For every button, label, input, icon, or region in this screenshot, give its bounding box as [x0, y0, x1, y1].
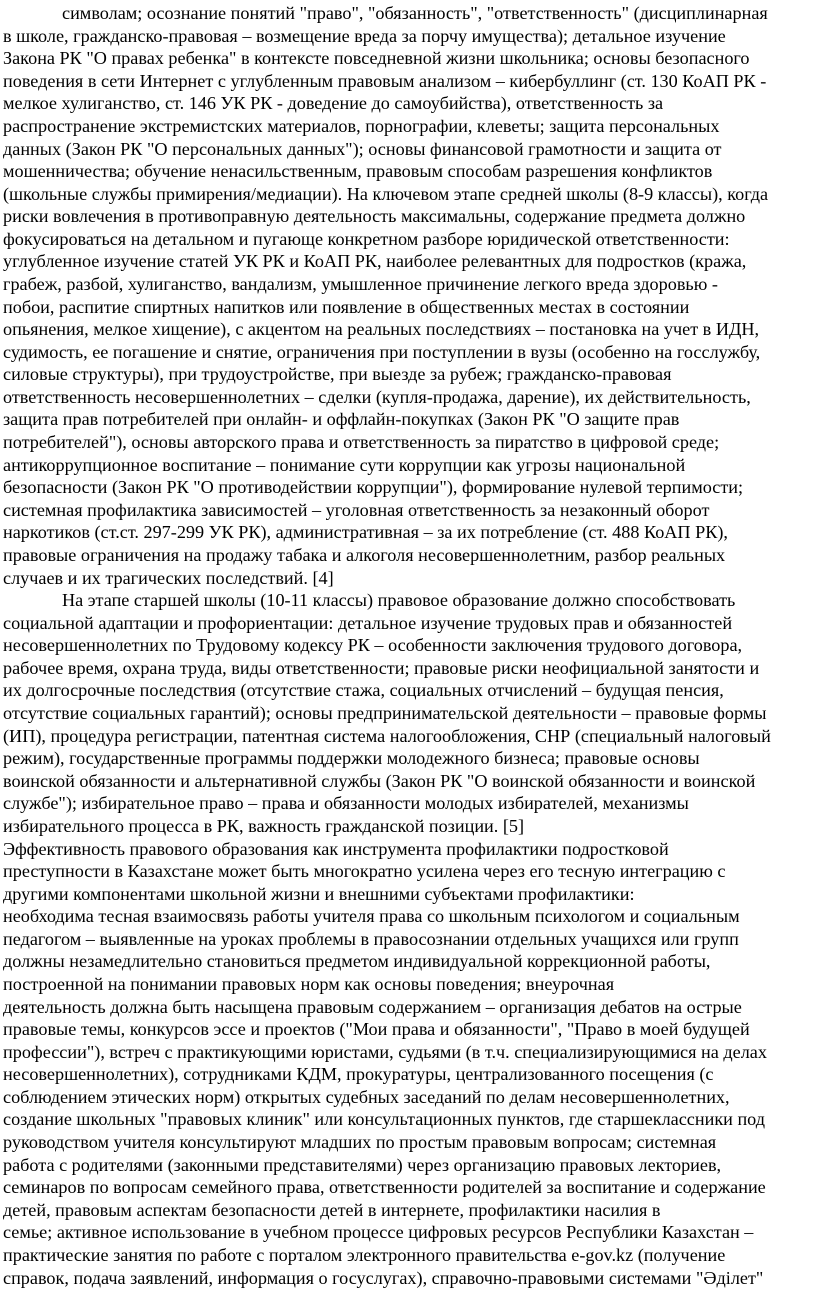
text-line: На этапе старшей школы (10-11 классы) правовое образование должно способствовать — [62, 589, 813, 612]
text-line: Эффективность правового образования как инструмента профилактики подростковой — [3, 838, 813, 861]
text-line: поведения в сети Интернет с углубленным правовым анализом – кибербуллинг (ст. 130 КоАП РК - — [3, 70, 813, 93]
text-line: риски вовлечения в противоправную деятельность максимальны, содержание предмета должно — [3, 205, 813, 228]
text-line: (ИП), процедура регистрации, патентная система налогообложения, СНР (специальный налоговый — [3, 725, 813, 748]
text-line: преступности в Казахстане может быть многократно усилена через его тесную интеграцию с — [3, 860, 813, 883]
text-line: работа с родителями (законными представителями) через организацию правовых лекториев, — [3, 1154, 813, 1177]
text-line: ответственность несовершеннолетних – сделки (купля-продажа, дарение), их действительность, — [3, 386, 813, 409]
text-line: правовые ограничения на продажу табака и алкоголя несовершеннолетним, разбор реальных — [3, 544, 813, 567]
text-line: безопасности (Закон РК "О противодействии коррупции"), формирование нулевой терпимости; — [3, 476, 813, 499]
text-line: мелкое хулиганство, ст. 146 УК РК - доведение до самоубийства), ответственность за — [3, 92, 813, 115]
text-line: службе"); избирательное право – права и обязанности молодых избирателей, механизмы — [3, 792, 813, 815]
text-line: в школе, гражданско-правовая – возмещение вреда за порчу имущества); детальное изучение — [3, 25, 813, 48]
text-line: практические занятия по работе с порталом электронного правительства e-gov.kz (получение — [3, 1244, 813, 1267]
text-line: символам; осознание понятий "право", "обязанность", "ответственность" (дисциплинарная — [62, 2, 813, 25]
text-line: опьянения, мелкое хищение), с акцентом на реальных последствиях – постановка на учет в ИДН, — [3, 318, 813, 341]
text-line: их долгосрочные последствия (отсутствие стажа, социальных отчислений – будущая пенсия, — [3, 679, 813, 702]
text-line: побои, распитие спиртных напитков или появление в общественных местах в состоянии — [3, 296, 813, 319]
text-line: мошенничества; обучение ненасильственным, правовым способам разрешения конфликтов — [3, 160, 813, 183]
text-line: соблюдением этических норм) открытых судебных заседаний по делам несовершеннолетних, — [3, 1086, 813, 1109]
text-line: несовершеннолетних), сотрудниками КДМ, прокуратуры, централизованного посещения (с — [3, 1063, 813, 1086]
text-line: рабочее время, охрана труда, виды ответственности; правовые риски неофициальной занятости и — [3, 657, 813, 680]
text-line: данных (Закон РК "О персональных данных"); основы финансовой грамотности и защита от — [3, 138, 813, 161]
text-line: отсутствие социальных гарантий); основы предпринимательской деятельности – правовые формы — [3, 702, 813, 725]
text-line: грабеж, разбой, хулиганство, вандализм, умышленное причинение легкого вреда здоровью - — [3, 273, 813, 296]
text-line: системная профилактика зависимостей – уголовная ответственность за незаконный оборот — [3, 499, 813, 522]
text-line: педагогом – выявленные на уроках проблемы в правосознании отдельных учащихся или групп — [3, 928, 813, 951]
text-line: справок, подача заявлений, информация о госуслугах), справочно-правовыми системами "Әділет" — [3, 1267, 813, 1289]
text-line: судимость, ее погашение и снятие, ограничения при поступлении в вузы (особенно на госслужбу, — [3, 341, 813, 364]
text-line: режим), государственные программы поддержки молодежного бизнеса; правовые основы — [3, 747, 813, 770]
text-line: правовые темы, конкурсов эссе и проектов ("Мои права и обязанности", "Право в моей будущей — [3, 1018, 813, 1041]
text-line: построенной на понимании правовых норм как основы поведения; внеурочная — [3, 973, 813, 996]
text-line: необходима тесная взаимосвязь работы учителя права со школьным психологом и социальным — [3, 905, 813, 928]
text-line: избирательного процесса в РК, важность гражданской позиции. [5] — [3, 815, 813, 838]
text-line: несовершеннолетних по Трудовому кодексу РК – особенности заключения трудового договора, — [3, 634, 813, 657]
text-line: фокусироваться на детальном и пугающе конкретном разборе юридической ответственности: — [3, 228, 813, 251]
text-line: защита прав потребителей при онлайн- и оффлайн-покупках (Закон РК "О защите прав — [3, 408, 813, 431]
text-line: Закона РК "О правах ребенка" в контексте повседневной жизни школьника; основы безопасного — [3, 47, 813, 70]
text-line: семье; активное использование в учебном процессе цифровых ресурсов Республики Казахстан – — [3, 1221, 813, 1244]
text-line: (школьные службы примирения/медиации). На ключевом этапе средней школы (8-9 классы), когда — [3, 183, 813, 206]
text-line: должны незамедлительно становиться предметом индивидуальной коррекционной работы, — [3, 950, 813, 973]
text-line: распространение экстремистских материалов, порнографии, клеветы; защита персональных — [3, 115, 813, 138]
text-line: случаев и их трагических последствий. [4] — [3, 567, 813, 590]
text-line: семинаров по вопросам семейного права, ответственности родителей за воспитание и содержание — [3, 1176, 813, 1199]
text-line: профессии"), встреч с практикующими юристами, судьями (в т.ч. специализирующимися на делах — [3, 1041, 813, 1064]
text-line: социальной адаптации и профориентации: детальное изучение трудовых прав и обязанностей — [3, 612, 813, 635]
text-line: другими компонентами школьной жизни и внешними субъектами профилактики: — [3, 883, 813, 906]
text-line: углубленное изучение статей УК РК и КоАП РК, наиболее релевантных для подростков (кража, — [3, 250, 813, 273]
text-line: создание школьных "правовых клиник" или консультационных пунктов, где старшеклассники под — [3, 1108, 813, 1131]
text-line: детей, правовым аспектам безопасности детей в интернете, профилактики насилия в — [3, 1199, 813, 1222]
text-line: деятельность должна быть насыщена правовым содержанием – организация дебатов на острые — [3, 996, 813, 1019]
text-line: наркотиков (ст.ст. 297-299 УК РК), административная – за их потребление (ст. 488 КоАП РК), — [3, 521, 813, 544]
text-line: потребителей"), основы авторского права и ответственность за пиратство в цифровой среде; — [3, 431, 813, 454]
text-line: силовые структуры), при трудоустройстве, при выезде за рубеж; гражданско-правовая — [3, 363, 813, 386]
text-line: антикоррупционное воспитание – понимание сути коррупции как угрозы национальной — [3, 454, 813, 477]
text-line: руководством учителя консультируют младших по простым правовым вопросам; системная — [3, 1131, 813, 1154]
text-line: воинской обязанности и альтернативной службы (Закон РК "О воинской обязанности и воинской — [3, 770, 813, 793]
